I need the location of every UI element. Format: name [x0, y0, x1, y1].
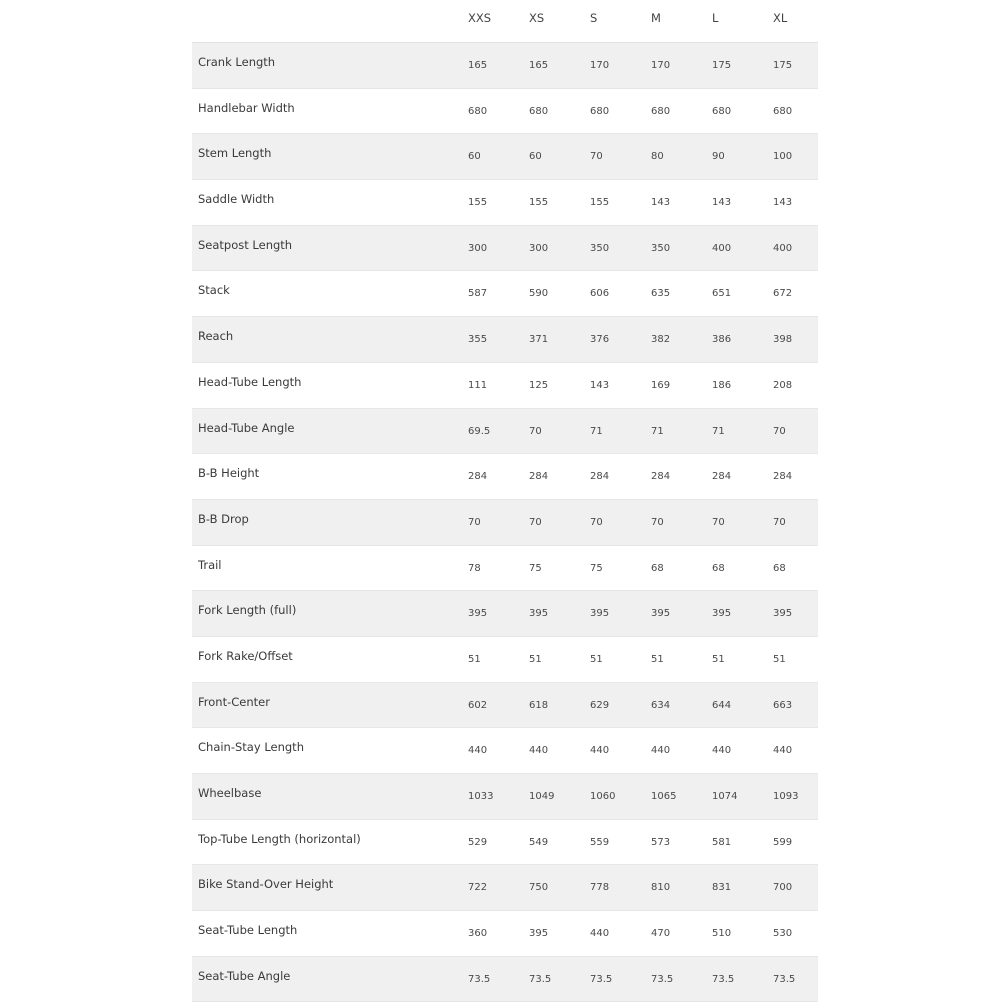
row-value: 355 [468, 334, 488, 346]
column-header-xl: XL [773, 11, 788, 25]
row-label: Trail [198, 557, 222, 572]
row-value: 440 [773, 745, 793, 757]
row-label: Chain-Stay Length [198, 740, 304, 755]
row-value: 350 [590, 242, 610, 254]
table-row [192, 546, 818, 592]
row-value: 651 [712, 288, 732, 300]
row-value: 700 [773, 882, 793, 894]
row-value: 635 [651, 288, 671, 300]
row-value: 778 [590, 882, 610, 894]
row-value: 1074 [712, 791, 738, 802]
row-value: 395 [712, 608, 732, 620]
row-value: 155 [529, 197, 549, 209]
row-value: 1033 [468, 791, 494, 802]
row-label: Fork Length (full) [198, 603, 297, 618]
column-header-l: L [712, 11, 719, 25]
row-value: 398 [773, 334, 793, 346]
row-value: 590 [529, 288, 549, 300]
row-value: 1065 [651, 791, 677, 802]
row-value: 395 [468, 608, 488, 620]
row-value: 510 [712, 928, 732, 940]
row-value: 71 [590, 425, 603, 437]
row-value: 602 [468, 699, 488, 711]
row-value: 69.5 [468, 425, 491, 437]
table-row [192, 226, 818, 272]
column-header-xxs: XXS [468, 11, 492, 25]
row-value: 530 [773, 928, 793, 940]
row-label: B-B Height [198, 466, 260, 481]
row-value: 722 [468, 882, 488, 894]
row-value: 70 [651, 516, 664, 528]
row-value: 143 [712, 197, 732, 209]
row-value: 573 [651, 836, 671, 848]
row-label: Head-Tube Angle [198, 420, 295, 435]
row-label: Seatpost Length [198, 237, 293, 252]
row-value: 70 [529, 425, 542, 437]
row-value: 371 [529, 334, 549, 346]
row-value: 750 [529, 882, 549, 894]
row-value: 810 [651, 882, 671, 894]
row-label: Saddle Width [198, 192, 275, 207]
row-label: Crank Length [198, 55, 276, 69]
row-value: 300 [468, 242, 488, 254]
row-value: 581 [712, 836, 732, 848]
row-value: 186 [712, 379, 732, 391]
row-value: 382 [651, 334, 671, 346]
row-value: 470 [651, 928, 671, 940]
table-row [192, 180, 818, 226]
row-value: 284 [590, 471, 610, 483]
row-label: Bike Stand-Over Height [198, 877, 334, 892]
row-value: 165 [529, 60, 549, 71]
table-row [192, 774, 818, 820]
table-row [192, 637, 818, 683]
row-value: 80 [651, 151, 664, 163]
table-row [192, 89, 818, 135]
row-value: 100 [773, 151, 793, 163]
row-value: 680 [468, 105, 488, 117]
row-value: 70 [590, 151, 603, 163]
row-value: 68 [651, 562, 664, 574]
row-value: 440 [468, 745, 488, 757]
row-value: 208 [773, 379, 793, 391]
geometry-table [192, 0, 818, 1002]
table-header-row [192, 0, 818, 43]
row-value: 155 [590, 197, 610, 209]
row-value: 599 [773, 836, 793, 848]
table-row [192, 134, 818, 180]
row-value: 440 [590, 745, 610, 757]
row-value: 51 [651, 653, 664, 665]
row-value: 143 [651, 197, 671, 209]
table-row [192, 363, 818, 409]
row-value: 629 [590, 699, 610, 711]
row-label: Reach [198, 329, 234, 344]
table-row [192, 317, 818, 363]
row-label: Wheelbase [198, 786, 262, 800]
row-label: B-B Drop [198, 511, 249, 526]
row-value: 73.5 [529, 973, 552, 985]
table-row [192, 728, 818, 774]
row-value: 672 [773, 288, 793, 300]
row-value: 51 [468, 653, 481, 665]
row-value: 68 [773, 562, 786, 574]
row-label: Stem Length [198, 146, 272, 161]
row-value: 284 [529, 471, 549, 483]
row-value: 73.5 [773, 973, 796, 985]
row-value: 71 [712, 425, 725, 437]
row-value: 169 [651, 379, 671, 391]
row-value: 395 [651, 608, 671, 620]
row-value: 400 [773, 242, 793, 254]
row-value: 1060 [590, 791, 616, 802]
row-value: 440 [529, 745, 549, 757]
row-value: 170 [590, 60, 610, 71]
row-label: Top-Tube Length (horizontal) [198, 831, 361, 846]
row-value: 155 [468, 197, 488, 209]
row-value: 70 [773, 516, 786, 528]
row-value: 70 [590, 516, 603, 528]
row-value: 395 [590, 608, 610, 620]
row-value: 73.5 [651, 973, 674, 985]
row-value: 440 [651, 745, 671, 757]
row-value: 60 [468, 151, 481, 163]
row-value: 70 [529, 516, 542, 528]
table-row [192, 454, 818, 500]
table-row [192, 911, 818, 957]
row-value: 165 [468, 60, 488, 71]
row-value: 51 [773, 653, 786, 665]
row-value: 644 [712, 699, 732, 711]
row-value: 284 [773, 471, 793, 483]
row-value: 587 [468, 288, 488, 300]
row-value: 73.5 [590, 973, 613, 985]
row-value: 1093 [773, 791, 799, 802]
row-value: 60 [529, 151, 542, 163]
table-row [192, 820, 818, 866]
row-value: 395 [529, 928, 549, 940]
row-label: Head-Tube Length [198, 374, 302, 389]
row-value: 68 [712, 562, 725, 574]
table-row [192, 43, 818, 89]
row-value: 831 [712, 882, 732, 894]
row-value: 284 [468, 471, 488, 483]
row-value: 71 [651, 425, 664, 437]
row-value: 175 [712, 60, 732, 71]
row-label: Seat-Tube Angle [198, 968, 291, 983]
row-label: Handlebar Width [198, 100, 295, 115]
table-row [192, 271, 818, 317]
table-row [192, 409, 818, 455]
column-header-xs: XS [529, 11, 545, 25]
table-row [192, 591, 818, 637]
row-value: 1049 [529, 791, 555, 802]
row-label: Stack [198, 283, 230, 298]
row-value: 70 [773, 425, 786, 437]
row-label: Front-Center [198, 694, 270, 709]
row-value: 559 [590, 836, 610, 848]
row-value: 143 [590, 379, 610, 391]
row-value: 606 [590, 288, 610, 300]
row-value: 680 [651, 105, 671, 117]
row-value: 440 [712, 745, 732, 757]
row-value: 75 [590, 562, 603, 574]
row-value: 170 [651, 60, 671, 71]
row-value: 78 [468, 562, 481, 574]
row-value: 386 [712, 334, 732, 346]
table-body [192, 43, 818, 1002]
table-row [192, 500, 818, 546]
row-value: 51 [590, 653, 603, 665]
row-value: 300 [529, 242, 549, 254]
column-header-s: S [590, 11, 598, 25]
row-value: 51 [712, 653, 725, 665]
row-value: 440 [590, 928, 610, 940]
row-value: 360 [468, 928, 488, 940]
row-value: 284 [651, 471, 671, 483]
row-value: 70 [468, 516, 481, 528]
row-value: 73.5 [712, 973, 735, 985]
row-value: 680 [712, 105, 732, 117]
row-value: 618 [529, 699, 549, 711]
row-value: 395 [773, 608, 793, 620]
row-value: 75 [529, 562, 542, 574]
row-value: 175 [773, 60, 793, 71]
row-value: 680 [590, 105, 610, 117]
table-row [192, 683, 818, 729]
row-label: Seat-Tube Length [198, 923, 298, 938]
row-value: 400 [712, 242, 732, 254]
row-label: Fork Rake/Offset [198, 648, 293, 663]
row-value: 73.5 [468, 973, 491, 985]
row-value: 376 [590, 334, 610, 346]
row-value: 680 [773, 105, 793, 117]
row-value: 143 [773, 197, 793, 209]
row-value: 395 [529, 608, 549, 620]
column-header-m: M [651, 11, 661, 25]
row-value: 680 [529, 105, 549, 117]
row-value: 663 [773, 699, 793, 711]
row-value: 549 [529, 836, 549, 848]
row-value: 70 [712, 516, 725, 528]
table-row [192, 957, 818, 1002]
table-row [192, 865, 818, 911]
row-value: 634 [651, 699, 671, 711]
row-value: 529 [468, 836, 488, 848]
row-value: 111 [468, 379, 488, 391]
row-value: 51 [529, 653, 542, 665]
row-value: 350 [651, 242, 671, 254]
row-value: 90 [712, 151, 725, 163]
row-value: 125 [529, 379, 549, 391]
row-value: 284 [712, 471, 732, 483]
